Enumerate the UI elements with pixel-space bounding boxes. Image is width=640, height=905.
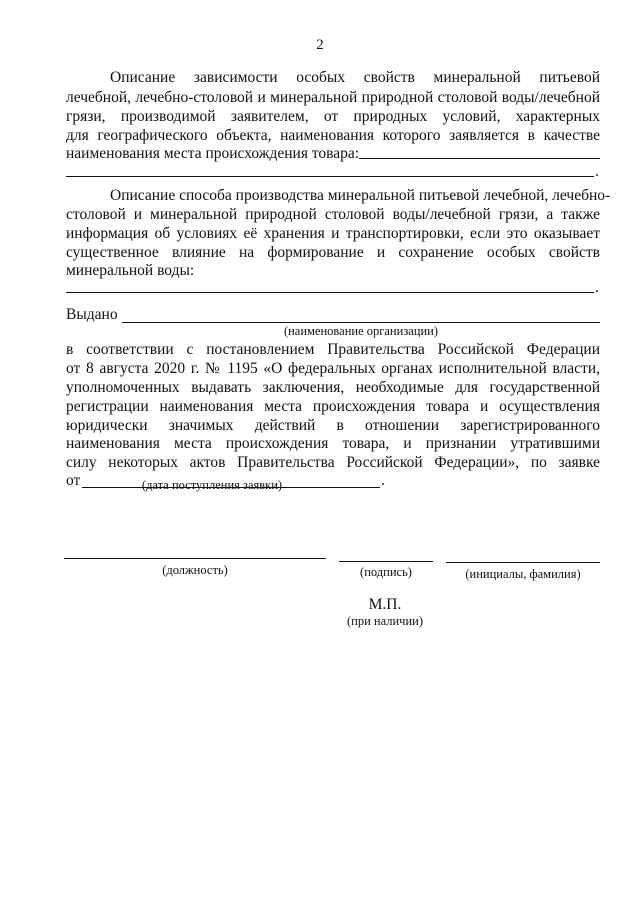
issued-line: от 8 августа 2020 г. № 1195 «О федеральных органах исполнительной власти, bbox=[66, 360, 600, 377]
issued-line: юридически значимых действий в отношении зарегистрированного bbox=[66, 417, 600, 434]
fill-line bbox=[66, 292, 594, 293]
application-date-caption: (дата поступления заявки) bbox=[141, 478, 283, 492]
signature-line bbox=[339, 561, 433, 562]
position-line bbox=[64, 558, 326, 559]
section1-line: для географического объекта, наименования которого заявляется в качестве bbox=[66, 127, 600, 144]
issued-line: регистрации наименования места происхождения товара и осуществления bbox=[66, 398, 600, 415]
issued-line: в соответствии с постановлением Правительства Российской Федерации bbox=[66, 341, 600, 358]
page-number: 2 bbox=[316, 37, 324, 53]
section2-line: столовой и минеральной природной столовой воды/лечебной грязи, а также bbox=[66, 206, 600, 223]
signature-caption: (подпись) bbox=[360, 565, 412, 579]
line-period: . bbox=[595, 279, 599, 296]
section1-line: наименования места происхождения товара: bbox=[66, 145, 360, 162]
organization-caption: (наименование организации) bbox=[283, 324, 439, 338]
section1-line: грязи, производимой заявителем, от природных условий, характерных bbox=[66, 108, 600, 125]
issued-line: уполномоченных выдавать заключения, необходимые для государственной bbox=[66, 379, 600, 396]
issued-line: силу некоторых актов Правительства Российской Федерации», по заявке bbox=[66, 454, 600, 471]
section2-line: Описание способа производства минеральной питьевой лечебной, лечебно- bbox=[110, 187, 611, 204]
organization-line bbox=[122, 322, 600, 323]
position-caption: (должность) bbox=[162, 563, 228, 577]
stamp-note: (при наличии) bbox=[346, 614, 424, 628]
stamp-label: М.П. bbox=[368, 596, 402, 613]
section2-line: существенное влияние на формирование и сохранение особых свойств bbox=[66, 244, 600, 261]
name-line bbox=[446, 562, 600, 563]
issued-line: наименования места происхождения товара, и признании утратившими bbox=[66, 435, 600, 452]
name-caption: (инициалы, фамилия) bbox=[465, 567, 581, 581]
fill-line bbox=[66, 176, 594, 177]
section1-line: Описание зависимости особых свойств минеральной питьевой bbox=[110, 69, 600, 86]
line-period: . bbox=[381, 472, 385, 489]
from-label: от bbox=[66, 472, 81, 489]
section2-line: информация об условиях её хранения и транспортировки, если это оказывает bbox=[66, 225, 600, 242]
line-period: . bbox=[595, 163, 599, 180]
fill-line bbox=[359, 158, 600, 159]
section1-line: лечебной, лечебно-столовой и минеральной природной столовой воды/лечебной bbox=[66, 89, 600, 106]
section2-line: минеральной воды: bbox=[66, 262, 195, 279]
issued-label: Выдано bbox=[66, 306, 118, 323]
